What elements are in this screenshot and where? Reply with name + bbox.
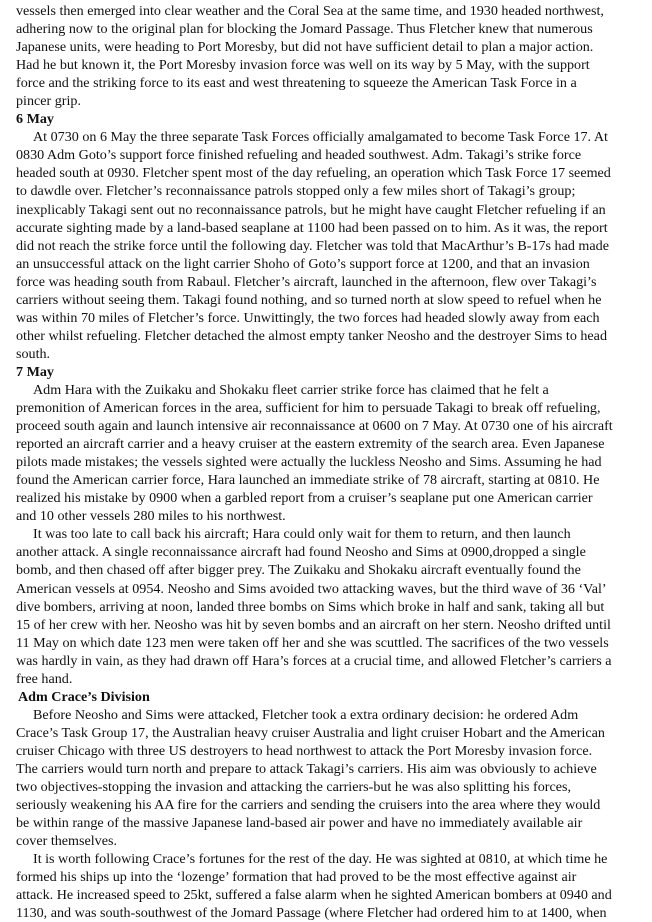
- text-line: American vessels at 0954. Neosho and Sims avoided two attacking waves, but the third wave of 36 ‘Val’: [16, 580, 607, 597]
- intro-paragraph: [16, 2, 644, 110]
- paragraph-crace-1: [16, 706, 644, 850]
- text-line: Crace’s Task Group 17, the Australian heavy cruiser Australia and light cruiser Hobart and the American: [16, 724, 605, 741]
- text-line: cruiser Chicago with three US destroyers to head northwest to attack the Port Moresby invasion force.: [16, 742, 593, 759]
- text-line: bomb, and then chased off after bigger prey. The Zuikaku and Shokaku aircraft eventually found the: [16, 562, 581, 579]
- paragraph-7-may-1: [16, 381, 644, 525]
- section-heading-6-may: 6 May: [16, 111, 54, 128]
- text-line: adhering now to the original plan for blocking the Jomard Passage. Thus Fletcher knew that numerous: [16, 21, 593, 38]
- text-line: pilots made mistakes; the vessels sighted were actually the luckless Neosho and Sims. Assuming he had: [16, 454, 602, 471]
- text-line: accurate sighting made by a land-based seaplane at 1100 had been passed on to him. As it was, the report: [16, 219, 608, 236]
- text-line: cover themselves.: [16, 833, 117, 850]
- text-line: 15 of her crew with her. Neosho was hit by seven bombs and an aircraft on her stern. Neosho drifted until: [16, 616, 611, 633]
- text-line: force and the striking force to its east and west threatening to squeeze the American Task Force in a: [16, 75, 577, 92]
- text-line: did not reach the strike force until the following day. Fletcher was told that MacArthur’s B-17s had made: [16, 237, 609, 254]
- text-line: formed his ships up into the ‘lozenge’ formation that had proved to be the most effective against air: [16, 869, 577, 886]
- text-line: was within 70 miles of Fletcher’s force. Unwittingly, the two forces had headed slowly away from each: [16, 309, 600, 326]
- text-line: inexplicably Takagi sent out no reconnaissance patrols, but he might have caught Fletcher refueling if an: [16, 201, 606, 218]
- text-line: It was too late to call back his aircraft; Hara could only wait for them to return, and then launch: [33, 526, 571, 543]
- text-line: 11 May on which date 123 men were taken off her and she was scuttled. The sacrifices of the two vessels: [16, 634, 609, 651]
- text-line: seriously weakening his AA fire for the carriers and sending the cruisers into the area where they would: [16, 797, 601, 814]
- paragraph-6-may: [16, 128, 644, 363]
- text-line: Before Neosho and Sims were attacked, Fletcher took a extra ordinary decision: he ordered Adm: [33, 706, 579, 723]
- text-line: proceed south again and launch intensive air reconnaissance at 0600 on 7 May. At 0730 one of his aircraft: [16, 418, 613, 435]
- text-line: vessels then emerged into clear weather and the Coral Sea at the same time, and 1930 headed northwest,: [16, 3, 604, 19]
- text-line: to dawdle over. Fletcher’s reconnaissance patrols stopped only a few miles short of Takagi’s group;: [16, 183, 576, 200]
- text-line: carriers without seeing them. Takagi found nothing, and so turned north at slow speed to refuel when he: [16, 291, 602, 308]
- text-line: found the American carrier force, Hara launched an immediate strike of 78 aircraft, starting at 0810. He: [16, 472, 600, 489]
- text-line: two objectives-stopping the invasion and attacking the carriers-but he was also splitting his forces,: [16, 779, 572, 796]
- text-line: another attack. A single reconnaissance aircraft had found Neosho and Sims at 0900,dropped a single: [16, 544, 586, 561]
- text-line: It is worth following Crace’s fortunes for the rest of the day. He was sighted at 0810, at which time he: [33, 851, 608, 868]
- text-line: reported an aircraft carrier and a heavy cruiser at the eastern extremity of the search area. Even Japanese: [16, 436, 605, 453]
- text-line: be within range of the massive Japanese land-based air power and have no immediately available air: [16, 815, 583, 832]
- text-line: 0830 Adm Goto’s support force finished refueling and headed southwest. Adm. Takagi’s strike force: [16, 147, 582, 164]
- text-line: At 0730 on 6 May the three separate Task Forces officially amalgamated to become Task Force 17. At: [33, 129, 608, 146]
- text-line: The carriers would turn north and prepare to attack Takagi’s carriers. His aim was obviously to achieve: [16, 760, 597, 777]
- text-line: pincer grip.: [16, 93, 81, 110]
- text-line: premonition of American forces in the area, sufficient for him to persuade Takagi to break off refueling,: [16, 400, 601, 417]
- text-line: south.: [16, 345, 51, 362]
- text-line: force was heading south from Rabaul. Fletcher’s aircraft, launched in the afternoon, flew over Takagi’s: [16, 273, 597, 290]
- paragraph-7-may-2: [16, 525, 644, 687]
- text-line: and 10 other vessels 280 miles to his northwest.: [16, 508, 286, 525]
- document-page: [16, 2, 644, 922]
- text-line: other whilst refueling. Fletcher detached the almost empty tanker Neosho and the destroyer Sims to head: [16, 327, 607, 344]
- paragraph-crace-2: [16, 850, 644, 922]
- text-line: dive bombers, arriving at noon, landed three bombs on Sims which broke in half and sank, taking all but: [16, 598, 605, 615]
- text-line: free hand.: [16, 670, 73, 687]
- text-line: realized his mistake by 0900 when a garbled report from a cruiser’s seaplane put one American carrier: [16, 490, 593, 507]
- text-line: Adm Hara with the Zuikaku and Shokaku fleet carrier strike force has claimed that he felt a: [33, 381, 549, 398]
- text-line: Japanese units, were heading to Port Moresby, but did not have sufficient detail to plan a major action.: [16, 39, 594, 56]
- text-line: attack. He increased speed to 25kt, suffered a false alarm when he sighted American bombers at 0940 and: [16, 887, 612, 904]
- text-line: was hardly in vain, as they had drawn off Hara’s forces at a crucial time, and allowed Fletcher’s carriers a: [16, 652, 612, 669]
- text-line: 1130, and was south-southwest of the Jomard Passage (where Fletcher had ordered him to at 1400, when: [16, 905, 607, 922]
- section-heading-7-may: 7 May: [16, 363, 54, 380]
- text-line: headed south at 0930. Fletcher spent most of the day refueling, an operation which Task Force 17 seemed: [16, 165, 611, 182]
- text-line: Had he but known it, the Port Moresby invasion force was well on its way by 5 May, with the support: [16, 57, 590, 74]
- section-heading-crace-division: Adm Crace’s Division: [18, 688, 150, 705]
- text-line: an unsuccessful attack on the light carrier Shoho of Goto’s support force at 1200, and that an invasion: [16, 255, 590, 272]
